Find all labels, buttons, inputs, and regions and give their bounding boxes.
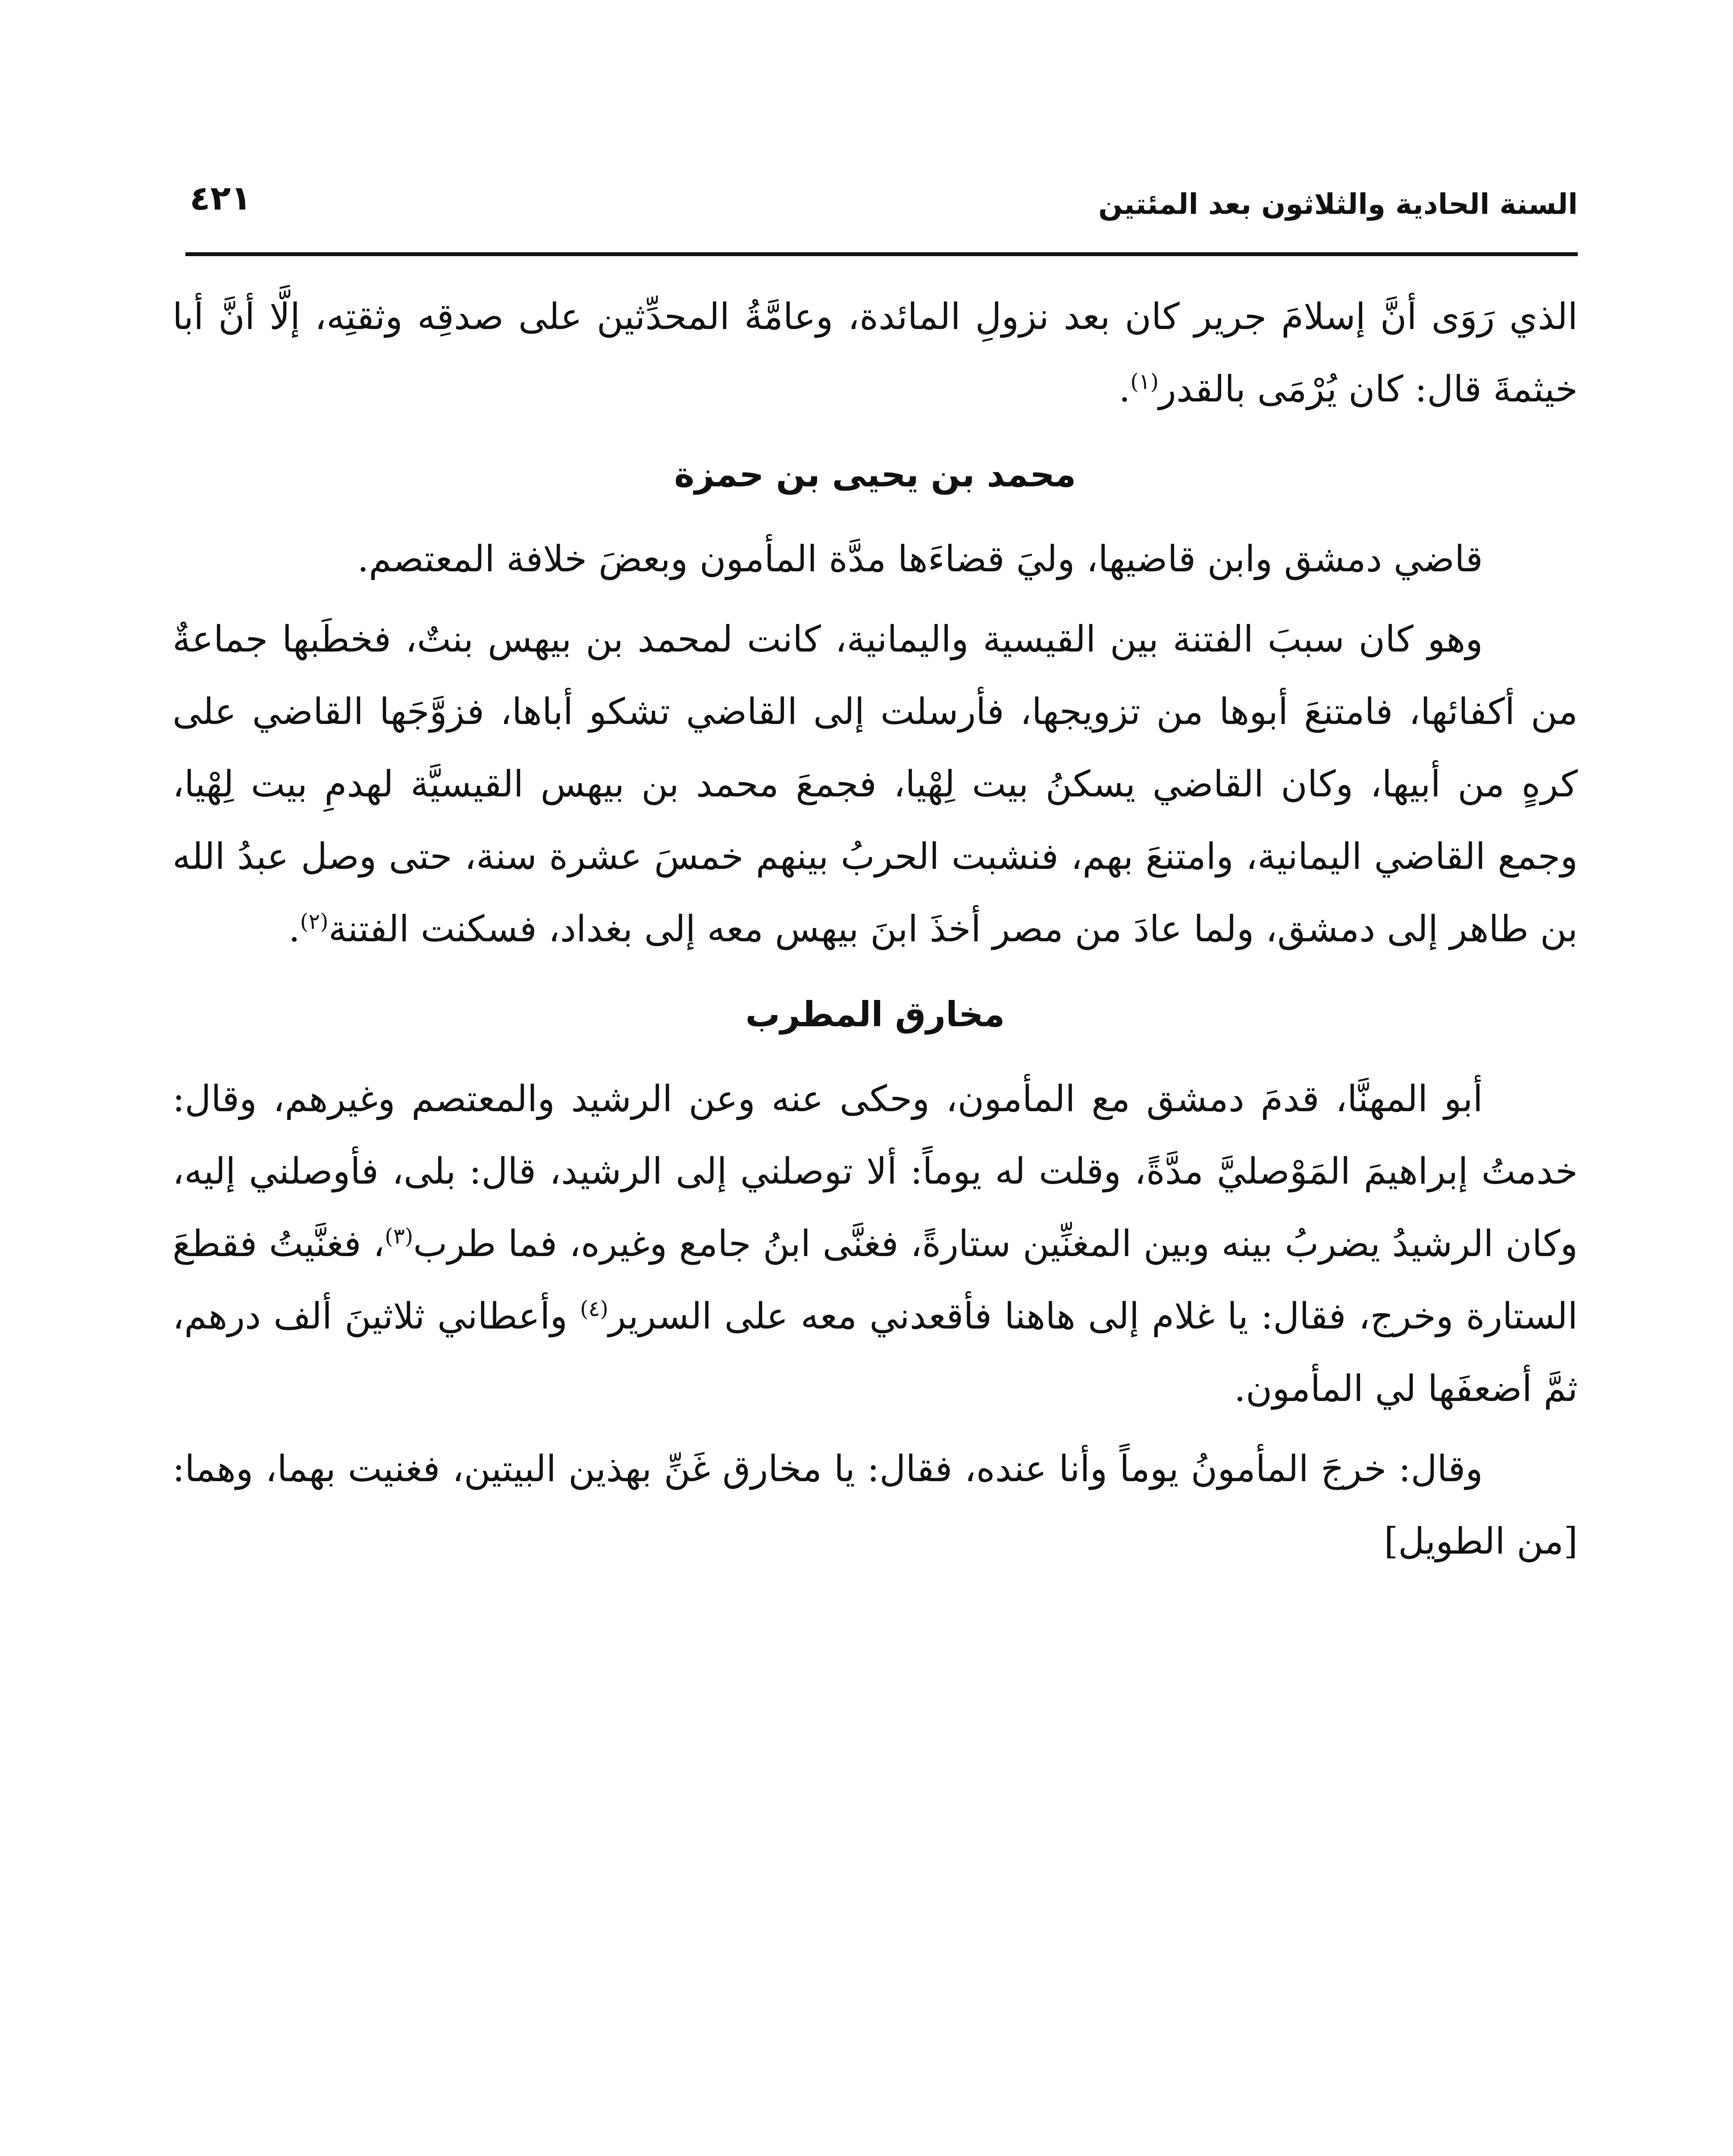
paragraph-text-end: . — [1119, 368, 1131, 410]
footnote-ref-1[interactable]: (١) — [1130, 369, 1159, 394]
footnote-ref-4[interactable]: (٤) — [580, 1296, 608, 1321]
paragraph-text: أبو المهنَّا، قدمَ دمشق مع المأمون، وحكى عنه وعن الرشيد والمعتصم وغيرهم، وقال: خدمتُ إبراهيمَ المَوْصليَّ مدَّةً، وقلت له يوماً: ألا توصلني إلى الرشيد، قال: بلى، فأوصلني إليه، وكان الرشيدُ يضربُ بينه وبين المغنِّين ستارةً، فغنَّى ابنُ جامع وغيره، فما طرب — [172, 1078, 1578, 1265]
main-text — [172, 280, 1578, 1585]
paragraph-text: ، فغنَّيتُ فقطعَ الستارة وخرج، فقال: يا غلام إلى هاهنا فأقعدني معه على السرير — [172, 1222, 1578, 1337]
header-divider — [185, 252, 1578, 256]
paragraph-text: الذي رَوَى أنَّ إسلامَ جرير كان بعد نزولِ المائدة، وعامَّةُ المحدِّثين على صدقِه وثقتِه، إلَّا أنَّ أبا خيثمةَ قال: كان يُرْمَى بالقدر — [172, 295, 1578, 410]
paragraph-text: وأعطاني ثلاثينَ ألف درهم، ثمَّ أضعفَها لي المأمون. — [172, 1295, 1578, 1410]
section-heading-mukhariq: مخارق المطرب — [745, 994, 1005, 1034]
paragraph-text: وهو كان سببَ الفتنة بين القيسية واليمانية، كانت لمحمد بن بيهس بنتٌ، فخطَبها جماعةٌ من أكفائها، فامتنعَ أبوها من تزويجها، فأرسلت إلى القاضي تشكو أباها، فزوَّجَها القاضي على كرهٍ من أبيها، وكان القاضي يسكنُ بيت لِهْيا، فجمعَ محمد بن بيهس القيسيَّة لهدمِ بيت لِهْيا، وجمع القاضي اليمانية، وامتنعَ بهم، فنشبت الحربُ بينهم خمسَ عشرة سنة، حتى وصل عبدُ الله بن طاهر إلى دمشق، ولما عادَ من مصر أخذَ ابنَ بيهس معه إلى بغداد، فسكنت الفتنة — [172, 618, 1578, 950]
page-number: ٤٢١ — [190, 179, 251, 218]
running-title: السنة الحادية والثلاثون بعد المئتين — [1098, 188, 1578, 221]
footnote-ref-2[interactable]: (٢) — [300, 909, 329, 934]
footnote-ref-3[interactable]: (٣) — [385, 1224, 414, 1249]
section-heading-muhammad-ibn-yahya: محمد بن يحيى بن حمزة — [674, 454, 1076, 495]
paragraph-continuation — [172, 280, 1578, 425]
paragraph-text-end: . — [288, 908, 300, 950]
paragraph — [172, 603, 1578, 965]
paragraph: قاضي دمشق وابن قاضيها، وليَ قضاءَها مدَّة المأمون وبعضَ خلافة المعتصم. — [357, 538, 1483, 580]
paragraph — [172, 1062, 1578, 1425]
paragraph: وقال: خرجَ المأمونُ يوماً وأنا عنده، فقال: يا مخارق غَنِّ بهذين البيتين، فغنيت بهما، وهما: [من الطويل] — [172, 1448, 1578, 1562]
running-header — [185, 170, 1578, 235]
